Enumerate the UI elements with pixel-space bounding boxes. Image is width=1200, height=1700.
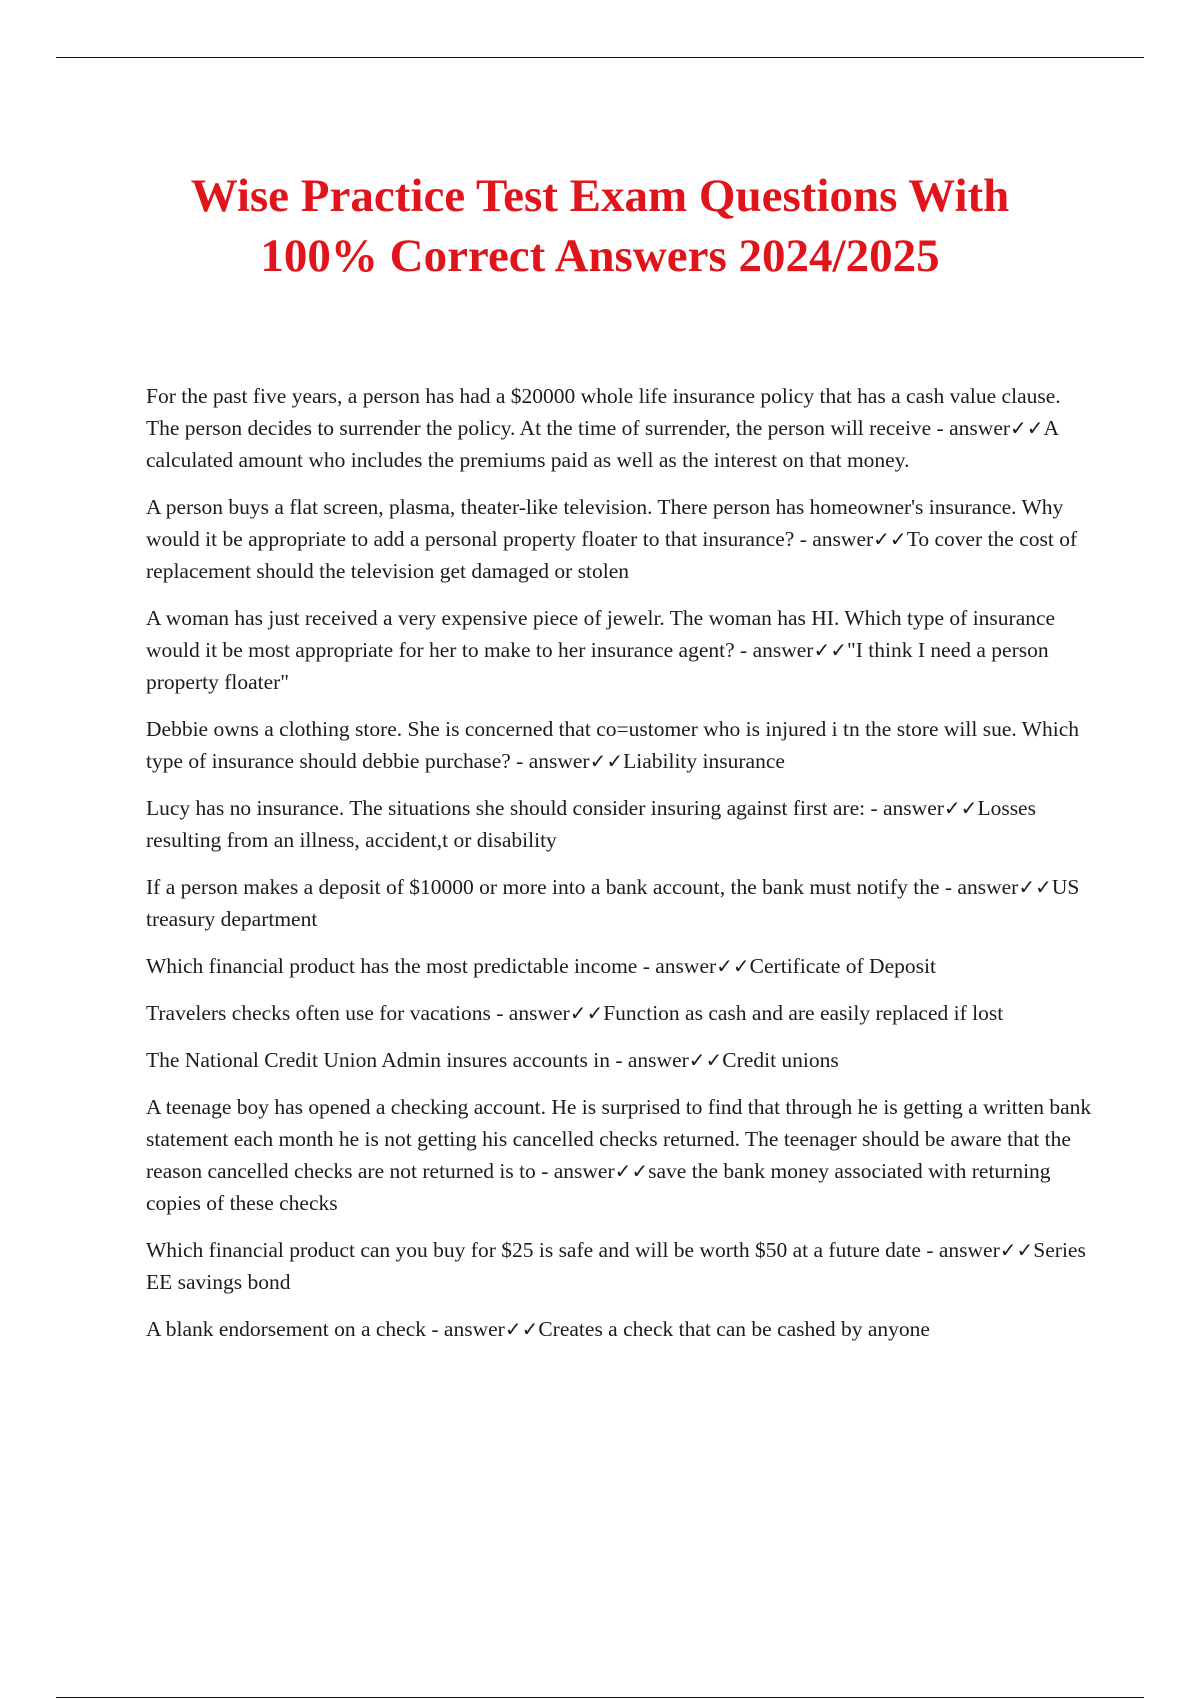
question-answer-list <box>146 380 1096 1360</box>
question-text: A teenage boy has opened a checking account. He is surprised to find that through he is getting a written bank statement each month he is not getting his cancelled checks returned. The teenager should be aware that the reason cancelled checks are not returned is to <box>146 1095 1092 1183</box>
list-item <box>146 602 1096 698</box>
answer-text: A calculated amount who includes the premiums paid as well as the interest on that money. <box>146 416 1058 472</box>
question-text: Debbie owns a clothing store. She is concerned that co=ustomer who is injured i tn the store will sue. Which type of insurance should debbie purchase? <box>146 717 1080 773</box>
check-icon: ✓✓ <box>688 1048 723 1072</box>
answer-label: - answer <box>535 1159 615 1183</box>
question-text: A person buys a flat screen, plasma, theater-like television. There person has homeowner's insurance. Why would it be appropriate to add a personal property floater to that insurance? <box>146 495 1064 551</box>
question-text: Travelers checks often use for vacations <box>146 1001 491 1025</box>
question-text: Lucy has no insurance. The situations she should consider insuring against first are: <box>146 796 866 820</box>
answer-text: "I think I need a person property floater" <box>146 638 1049 694</box>
list-item <box>146 1091 1096 1219</box>
list-item <box>146 792 1096 856</box>
check-icon: ✓✓ <box>1018 875 1052 899</box>
answer-label: - answer <box>931 416 1011 440</box>
check-icon: ✓✓ <box>943 796 978 820</box>
page-title <box>100 166 1100 286</box>
list-item <box>146 1044 1096 1076</box>
answer-text: Losses resulting from an illness, accident,t or disability <box>146 796 1036 852</box>
question-text: A blank endorsement on a check <box>146 1317 427 1341</box>
answer-label: - answer <box>609 1048 689 1072</box>
check-icon: ✓✓ <box>1010 416 1044 440</box>
question-text: A woman has just received a very expensive piece of jewelr. The woman has HI. Which type of insurance would it be most appropriate for her to make to her insurance agent? <box>146 606 1056 662</box>
list-item <box>146 380 1096 476</box>
footer-rule <box>56 1697 1144 1698</box>
list-item <box>146 871 1096 935</box>
list-item <box>146 1234 1096 1298</box>
answer-label: - answer <box>490 1001 570 1025</box>
check-icon: ✓✓ <box>999 1238 1034 1262</box>
check-icon: ✓✓ <box>873 527 907 551</box>
question-text: The National Credit Union Admin insures accounts in <box>146 1048 610 1072</box>
check-icon: ✓✓ <box>614 1159 649 1183</box>
answer-label: - answer <box>794 527 874 551</box>
list-item <box>146 1313 1096 1345</box>
check-icon: ✓✓ <box>813 638 847 662</box>
question-text: Which financial product has the most predictable income <box>146 954 638 978</box>
list-item <box>146 713 1096 777</box>
check-icon: ✓✓ <box>504 1317 539 1341</box>
answer-text: Credit unions <box>722 1048 839 1072</box>
header-rule <box>56 57 1144 58</box>
list-item <box>146 950 1096 982</box>
answer-label: - answer <box>510 749 590 773</box>
answer-text: save the bank money associated with returning copies of these checks <box>146 1159 1051 1215</box>
answer-text: Liability insurance <box>623 749 785 773</box>
answer-label: - answer <box>734 638 814 662</box>
answer-text: US treasury department <box>146 875 1080 931</box>
answer-text: Series EE savings bond <box>146 1238 1086 1294</box>
check-icon: ✓✓ <box>569 1001 604 1025</box>
answer-label: - answer <box>939 875 1019 899</box>
list-item <box>146 491 1096 587</box>
question-text: Which financial product can you buy for $25 is safe and will be worth $50 at a future date <box>146 1238 921 1262</box>
list-item <box>146 997 1096 1029</box>
check-icon: ✓✓ <box>589 749 624 773</box>
answer-label: - answer <box>426 1317 505 1341</box>
question-text: For the past five years, a person has had a $20000 whole life insurance policy that has a cash value clause. The person decides to surrender the policy. At the time of surrender, the person will receive <box>146 384 1061 440</box>
answer-label: - answer <box>865 796 944 820</box>
answer-label: - answer <box>637 954 717 978</box>
question-text: If a person makes a deposit of $10000 or more into a bank account, the bank must notify the <box>146 875 940 899</box>
answer-text: To cover the cost of replacement should the television get damaged or stolen <box>146 527 1078 583</box>
answer-label: - answer <box>920 1238 1000 1262</box>
check-icon: ✓✓ <box>716 954 750 978</box>
answer-text: Function as cash and are easily replaced if lost <box>603 1001 1004 1025</box>
title-line-2: 100% Correct Answers 2024/2025 <box>260 230 940 282</box>
answer-text: Creates a check that can be cashed by anyone <box>538 1317 930 1341</box>
answer-text: Certificate of Deposit <box>749 954 936 978</box>
title-line-1: Wise Practice Test Exam Questions With <box>190 170 1010 222</box>
